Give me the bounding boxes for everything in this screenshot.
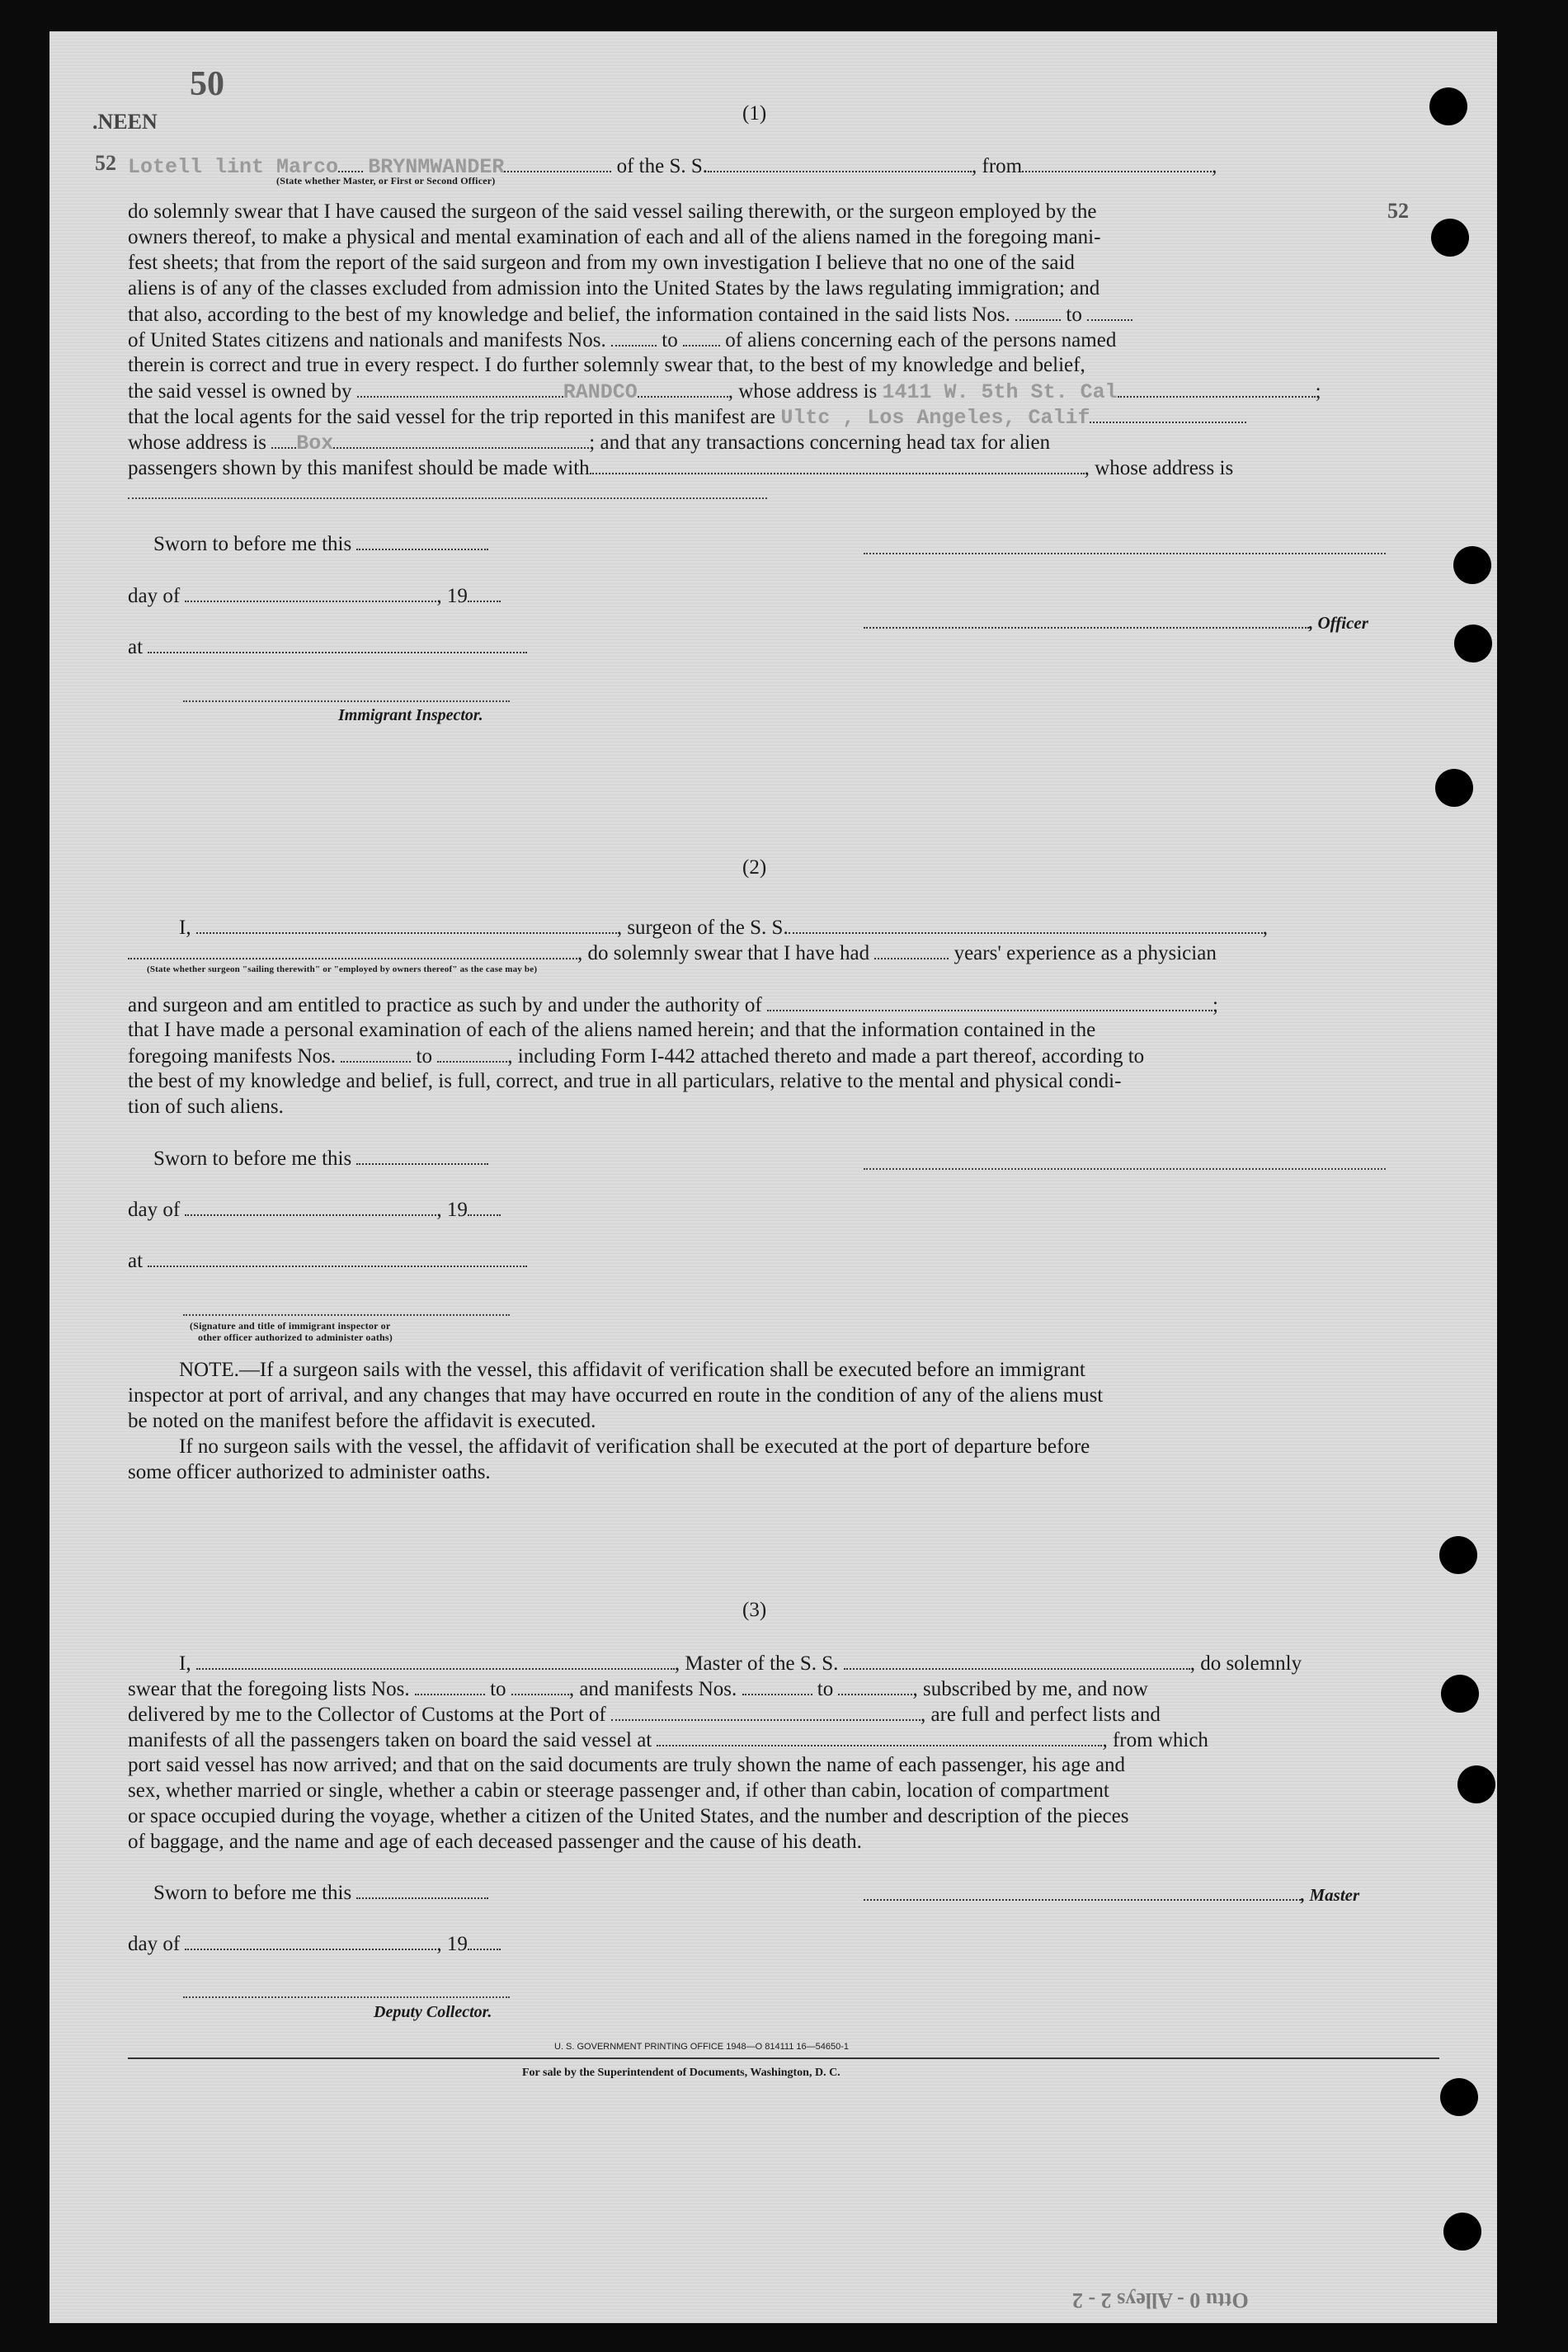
typed-agent-address: Box [296,431,334,455]
bottom-stamp: Ottu 0 - Alleys 2 - 2 [1072,2288,1249,2312]
sec1-signature-line [864,553,1386,554]
sec2-line-2: , do solemnly swear that I have had years' experience as a physician [128,940,1217,966]
sec3-line-2: swear that the foregoing lists Nos. to , and manifests Nos. to , subscribed by me, and now [128,1676,1148,1702]
footer-divider [128,2057,1439,2059]
sec1-officer-sig: , Officer [864,609,1368,636]
sec1-sworn: Sworn to before me this [153,530,488,557]
sec1-line-3: fest sheets; that from the report of the said surgeon and from my own investigation I believe that no one of the said [128,252,1075,274]
sec2-day-of: day of , 19 [128,1196,501,1223]
sig-note-2: other officer authorized to administer oaths) [198,1332,393,1343]
stamp-52-left: 52 [95,151,116,175]
section-1-heading: (1) [742,102,767,125]
punch-hole [1443,2213,1481,2251]
section-2-heading: (2) [742,856,767,879]
punch-hole [1439,1536,1477,1574]
sec3-line-6: sex, whether married or single, whether a cabin or steerage passenger and, if other than cabin, location of compartment [128,1779,1109,1802]
surgeon-type-note: (State whether surgeon "sailing therewith" or "employed by owners thereof" as the case may be) [147,964,538,974]
from-label: , from [972,155,1023,177]
punch-hole [1441,1675,1479,1713]
sig-note-1: (Signature and title of immigrant inspector or [190,1320,391,1332]
sec1-line-8: the said vessel is owned by RANDCO , whose address is 1411 W. 5th St. Cal ; [128,378,1321,405]
sec2-at: at [128,1247,527,1274]
sec3-sworn: Sworn to before me this [153,1879,488,1906]
note-line-5: some officer authorized to administer oaths. [128,1461,491,1483]
punch-hole [1431,219,1469,257]
sec2-line-3: and surgeon and am entitled to practice as such by and under the authority of ; [128,992,1218,1018]
sec1-day-of: day of , 19 [128,582,501,609]
sec2-line-4: that I have made a personal examination of each of the aliens named herein; and that the information contained in the [128,1019,1096,1041]
sec3-line-1: I, , Master of the S. S. , do solemnly [179,1650,1302,1676]
sec3-line-8: of baggage, and the name and age of each deceased passenger and the cause of his death. [128,1831,862,1853]
sec1-line-7: therein is correct and true in every respect. I do further solemnly swear that, to the best of my knowledge and belief, [128,354,1085,376]
sec2-line-6: the best of my knowledge and belief, is full, correct, and true in all particulars, relative to the mental and physical condi- [128,1070,1122,1092]
sec2-signature-line [864,1168,1386,1170]
note-line-1: NOTE.—If a surgeon sails with the vessel, this affidavit of verification shall be executed before an immigrant [179,1359,1085,1381]
sec1-line-2: owners thereof, to make a physical and mental examination of each and all of the aliens named in the foregoing mani- [128,226,1101,248]
sec2-line-7: tion of such aliens. [128,1096,284,1118]
sec1-line-11: passengers shown by this manifest should be made with , whose address is [128,455,1233,481]
punch-hole [1440,2078,1478,2116]
for-sale-line: For sale by the Superintendent of Documents, Washington, D. C. [522,2067,841,2079]
officer-rank-note: (State whether Master, or First or Second Officer) [276,175,496,186]
note-line-3: be noted on the manifest before the affidavit is executed. [128,1410,596,1432]
punch-hole [1453,546,1491,584]
sec1-line-9: that the local agents for the said vessel for the trip reported in this manifest are Ultc , Los Angeles, Calif [128,403,1246,431]
sec3-line-7: or space occupied during the voyage, whether a citizen of the United States, and the number and description of the pieces [128,1805,1129,1827]
sec1-line-1: do solemnly swear that I have caused the surgeon of the said vessel sailing therewith, or the surgeon employed by the [128,200,1097,223]
note-line-2: inspector at port of arrival, and any changes that may have occurred en route in the condition of any of the aliens must [128,1384,1104,1407]
sec2-line-1: I, , surgeon of the S. S. , [179,914,1268,940]
punch-hole [1457,1765,1495,1803]
note-line-4: If no surgeon sails with the vessel, the affidavit of verification shall be executed at the port of departure before [179,1435,1090,1458]
deputy-collector-label: Deputy Collector. [374,2003,492,2021]
sec3-master-sig: , Master [864,1881,1359,1908]
punch-hole [1454,625,1492,662]
corner-stamp: .NEEN [92,110,158,134]
sec1-line-6: of United States citizens and nationals and manifests Nos. to of aliens concerning each of the persons named [128,327,1116,353]
punch-hole [1435,769,1473,807]
typed-local-agents: Ultc , Los Angeles, Calif [780,406,1090,430]
sec3-day-of: day of , 19 [128,1930,501,1957]
sec3-line-5: port said vessel has now arrived; and that on the said documents are truly shown the name of each passenger, his age and [128,1754,1126,1776]
sec1-line-4: aliens is of any of the classes excluded from admission into the United States by the laws regulating immigration; and [128,277,1100,299]
sec1-at: at [128,634,527,660]
sec2-sworn: Sworn to before me this [153,1145,488,1171]
sec1-line-5: that also, according to the best of my knowledge and belief, the information contained in the said lists Nos. to [128,301,1132,328]
section-3-heading: (3) [742,1599,767,1621]
sec1-line-10: whose address is Box ; and that any transactions concerning head tax for alien [128,429,1050,456]
sec3-line-4: manifests of all the passengers taken on board the said vessel at , from which [128,1727,1208,1753]
typed-owner-address: 1411 W. 5th St. Cal [882,380,1118,404]
typed-officer-rank: BRYNMWANDER [368,155,505,179]
typed-officer-name: Lotell lint Marco [128,155,339,179]
page-number-stamp: 50 [190,65,224,103]
sec1-officer-line: Lotell lint Marco BRYNMWANDER of the S. S. , from , [128,153,1217,180]
stamp-52-right: 52 [1387,199,1409,223]
immigrant-inspector-label: Immigrant Inspector. [338,706,483,724]
sec3-line-3: delivered by me to the Collector of Customs at the Port of , are full and perfect lists and [128,1701,1161,1727]
manifest-page [49,31,1497,2323]
sec2-line-5: foregoing manifests Nos. to , including Form I-442 attached thereto and made a part thereof, according to [128,1043,1144,1069]
typed-owner: RANDCO [563,380,638,404]
of-the-ss-label: of the S. S. [616,155,709,177]
punch-hole [1429,87,1467,125]
printing-office-line: U. S. GOVERNMENT PRINTING OFFICE 1948—O 814111 16—54650-1 [554,2042,850,2052]
